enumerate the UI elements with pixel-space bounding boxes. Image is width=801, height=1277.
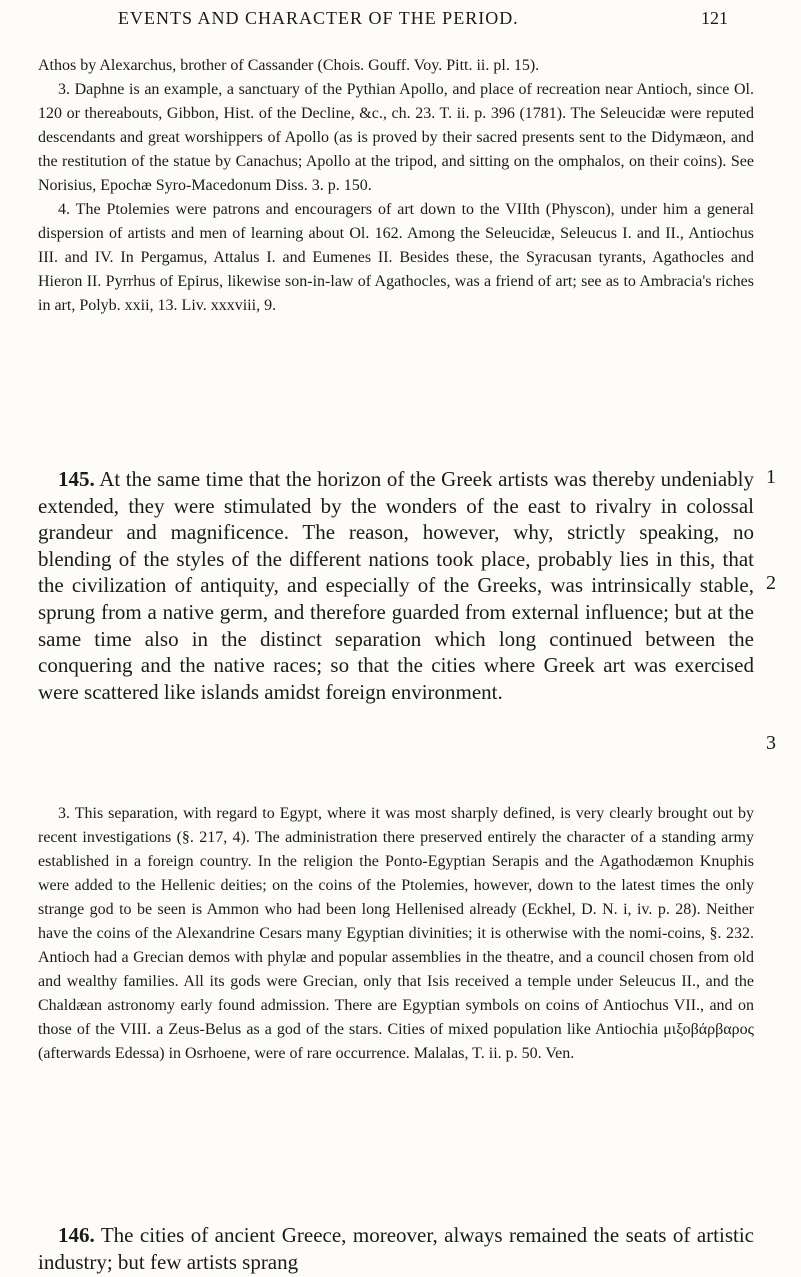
note-athos: Athos by Alexarchus, brother of Cassander (Chois. Gouff. Voy. Pitt. ii. pl. 15). [38, 57, 540, 74]
section-145-number: 145. [58, 467, 95, 491]
section-145-text: At the same time that the horizon of the Greek artists was thereby undeniably extended, they were stimulated by the wonders of the east to rivalry in colossal grandeur and magnificence. The reason, however, why, strictly speaking, no blending of the styles of the different nations took place, probably lies in this, that the civilization of antiquity, and especially of the Greeks, was intrinsically stable, sprung from a native germ, and therefore guarded from external influence; but at the same time also in the distinct separation which long continued between the conquering and the native races; so that the cities where Greek art was exercised were scattered like islands amidst foreign environment. [38, 467, 754, 704]
page-number: 121 [701, 8, 728, 28]
running-title: EVENTS AND CHARACTER OF THE PERIOD. [118, 8, 519, 28]
section-146 [38, 1222, 754, 1275]
note-daphne: 3. Daphne is an example, a sanctuary of the Pythian Apollo, and place of recreation near Antioch, since Ol. 120 or thereabouts, Gibbon, Hist. of the Decline, &c., ch. 23. T. ii. p. 396 (1781). The Seleucidæ were reputed descendants and great worshippers of Apollo (as is proved by their sacred presents sent to the Didymæon, and the restitution of the statue by Canachus; Apollo at the tripod, and sitting on the omphalos, on their coins). See Norisius, Epochæ Syro-Macedonum Diss. 3. p. 150. [38, 81, 754, 194]
margin-number-2: 2 [766, 572, 776, 594]
note-separation: 3. This separation, with regard to Egypt, where it was most sharply defined, is very clearly brought out by recent investigations (§. 217, 4). The administration there preserved entirely the character of a standing army established in a foreign country. In the religion the Ponto-Egyptian Serapis and the Agathodæmon Knuphis were added to the Hellenic deities; on the coins of the Ptolemies, however, down to the latest times the only strange god to be seen is Ammon who had been long Hellenised already (Eckhel, D. N. i, iv. p. 28). Neither have the coins of the Alexandrine Cesars many Egyptian divinities; it is otherwise with the nomi-coins, §. 232. Antioch had a Grecian demos with phylæ and popular assemblies in the theatre, and a council chosen from old and wealthy families. All its gods were Grecian, only that Isis received a temple under Seleucus II., and the Chaldæan astronomy early found admission. There are Egyptian symbols on coins of Antiochus VII., and on those of the VIII. a Zeus-Belus as a god of the stars. Cities of mixed population like Antiochia μιξοβάρβαρος (afterwards Edessa) in Osrhoene, were of rare occurrence. Malalas, T. ii. p. 50. Ven. [38, 805, 754, 1062]
section-146-number: 146. [58, 1223, 95, 1247]
footnote-separation [38, 802, 754, 1066]
margin-number-1: 1 [766, 466, 776, 488]
running-head [118, 8, 728, 38]
section-146-paragraph [38, 1222, 754, 1275]
footnotes-top [38, 54, 754, 318]
margin-number-3: 3 [766, 732, 776, 754]
note-ptolemies: 4. The Ptolemies were patrons and encouragers of art down to the VIIth (Physcon), under him a general dispersion of artists and men of learning about Ol. 162. Among the Seleucidæ, Seleucus I. and II., Antiochus III. and IV. In Pergamus, Attalus I. and Eumenes II. Besides these, the Syracusan tyrants, Agathocles and Hieron II. Pyrrhus of Epirus, likewise son-in-law of Agathocles, was a friend of art; see as to Ambracia's riches in art, Polyb. xxii, 13. Liv. xxxviii, 9. [38, 201, 754, 314]
section-145 [38, 466, 776, 754]
section-146-text: The cities of ancient Greece, moreover, always remained the seats of artistic industry; but few artists sprang [38, 1223, 754, 1274]
section-145-paragraph [38, 466, 754, 705]
